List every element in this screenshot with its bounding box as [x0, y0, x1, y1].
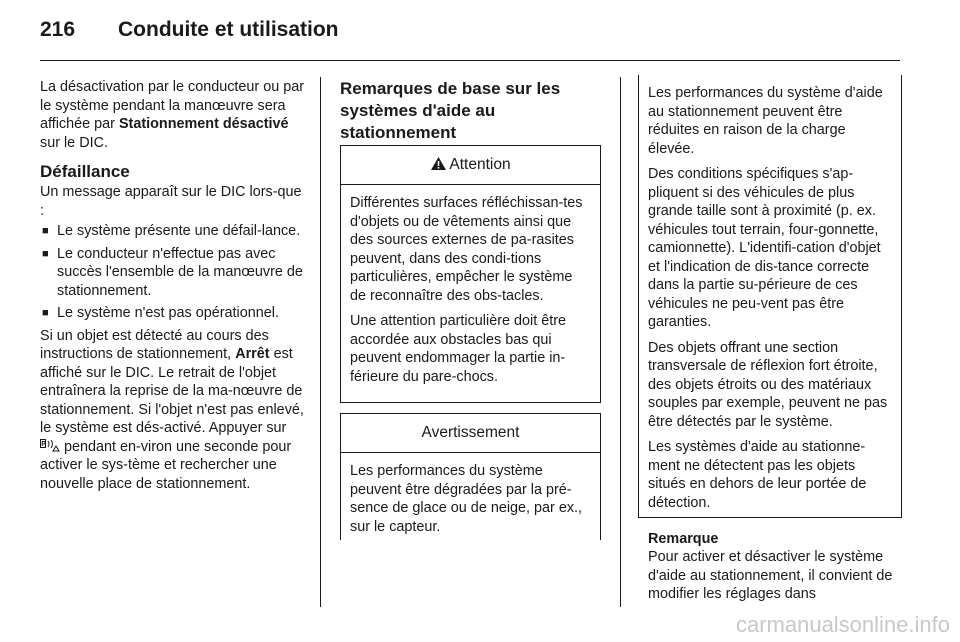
svg-text:P: P: [41, 440, 46, 448]
continued-paragraph: Des objets offrant une section transversale de réflexion fort étroite, des objets étroits ou des matériaux souples par exemple, peuvent ne pas être détectés par le système.: [648, 339, 888, 430]
attention-title: Attention: [449, 156, 511, 173]
attention-paragraph: Une attention particulière doit être accordée aux obstacles bas qui peuvent endommager la partie in-férieure du pare-chocs.: [350, 313, 566, 385]
attention-header: [341, 146, 600, 185]
column-middle: [340, 78, 602, 144]
warning-header: [341, 414, 600, 453]
attention-body: [341, 185, 600, 386]
fault-list: [40, 222, 307, 323]
column-left: [40, 78, 307, 500]
page-number: 216: [40, 18, 76, 41]
intro-paragraph: La désactivation par le conducteur ou par le système pendant la manœuvre sera affichée par Stationnement désactivé sur le DIC.: [40, 79, 304, 151]
warning-paragraph: Les performances du système peuvent être dégradées par la pré-sence de glace ou de neige, par ex., sur le capteur.: [350, 463, 583, 535]
watermark: carmanualsonline.info: [735, 612, 950, 637]
warning-box: [340, 413, 601, 540]
stop-bold: Arrêt: [235, 346, 270, 362]
column-divider-2: [620, 77, 621, 607]
warning-body: [341, 453, 600, 536]
page-title: Conduite et utilisation: [118, 18, 339, 41]
list-item: ■ Le conducteur n'effectue pas avec succès l'ensemble de la manœuvre de stationnement.: [40, 245, 307, 301]
continued-paragraph: Les systèmes d'aide au stationne-ment ne détectent pas les objets situés en dehors de leur portée de détection.: [648, 439, 867, 511]
remark-text: Pour activer et désactiver le système d'aide au stationnement, il convient de modifier les réglages dans: [648, 549, 893, 602]
section-heading: Remarques de base sur les systèmes d'aide au stationnement: [340, 79, 561, 142]
continued-paragraph: Des conditions spécifiques s'ap-pliquent si des véhicules de plus grande taille sont à proximité (p. ex. véhicules tout terrain, four-gonnette, camionnette). L'identifi-cation d'objet et l'indication de dis-tance correcte dans la partie su-périeure de ces véhicules ne peu-vent pas être garanties.: [648, 166, 881, 330]
warning-title: Avertissement: [421, 424, 520, 441]
parking-assist-icon: [40, 439, 60, 453]
fault-heading: Défaillance: [40, 162, 130, 181]
attention-paragraph: Différentes surfaces réfléchissan-tes d'objets ou de vêtements ainsi que des sources externes de pa-rasites peuvent, dans des condi-tions particulières, empêcher le système de reconnaître des obs-tacles.: [350, 195, 583, 304]
remark-label: Remarque: [648, 531, 719, 547]
column-divider-1: [320, 77, 321, 607]
intro-bold: Stationnement désactivé: [118, 116, 289, 132]
continued-paragraph: Les performances du système d'aide au stationnement peuvent être réduites en raison de la charge élevée.: [648, 85, 883, 157]
continued-body: [639, 75, 901, 512]
remark-block: [648, 530, 902, 604]
continued-box: [638, 75, 902, 518]
warning-triangle-icon: [430, 148, 447, 163]
list-item: ■ Le système n'est pas opérationnel.: [40, 304, 307, 323]
attention-box: [340, 145, 601, 403]
fault-text: Un message apparaît sur le DIC lors-que :: [40, 184, 302, 219]
list-item: ■ Le système présente une défail-lance.: [40, 222, 307, 241]
object-paragraph: Si un objet est détecté au cours des instructions de stationnement, Arrêt est affiché sur le DIC. Le retrait de l'objet entraînera la reprise de la ma-nœuvre de stationnement. Si l'objet n'est pas enlevé, le système est dés-activé. Appuyer sur P pendant en-viron une seconde pour activer le sys-tème et rechercher une nouvelle place de stationnement.: [40, 327, 304, 492]
header-rule: [40, 60, 900, 61]
